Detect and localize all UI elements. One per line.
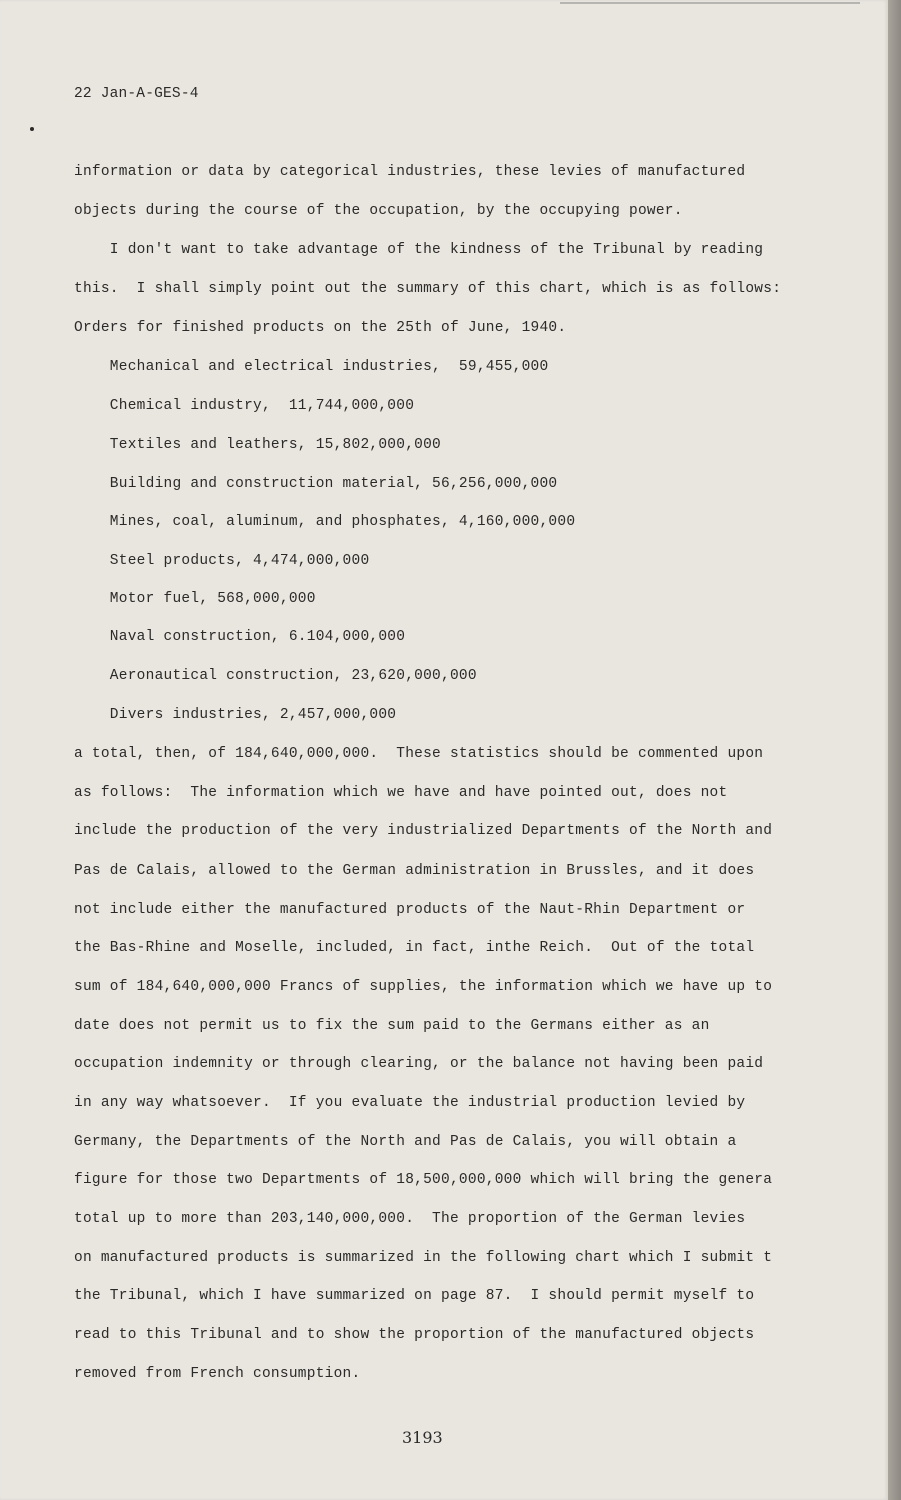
margin-mark [30,127,34,131]
list-item: Steel products, 4,474,000,000 [74,553,370,569]
text-line: the Tribunal, which I have summarized on page 87. I should permit myself to [74,1288,755,1304]
text-line: Pas de Calais, allowed to the German administration in Brussles, and it does [74,863,755,879]
text-line: information or data by categorical industries, these levies of manufactured [74,164,746,180]
text-line: the Bas-Rhine and Moselle, included, in fact, inthe Reich. Out of the total [74,940,755,956]
list-item: Mechanical and electrical industries, 59,455,000 [74,359,549,375]
text-line: Germany, the Departments of the North and Pas de Calais, you will obtain a [74,1134,737,1150]
document-header: 22 Jan-A-GES-4 [74,86,199,102]
list-item: Motor fuel, 568,000,000 [74,591,316,607]
text-line: as follows: The information which we have and have pointed out, does not [74,785,728,801]
list-item: Building and construction material, 56,256,000,000 [74,476,558,492]
text-line: total up to more than 203,140,000,000. The proportion of the German levies [74,1211,746,1227]
text-line: in any way whatsoever. If you evaluate the industrial production levied by [74,1095,746,1111]
page-number: 3193 [402,1428,443,1447]
text-line: a total, then, of 184,640,000,000. These statistics should be commented upon [74,746,764,762]
text-line: read to this Tribunal and to show the proportion of the manufactured objects [74,1327,755,1343]
list-item: Aeronautical construction, 23,620,000,000 [74,668,477,684]
text-line: date does not permit us to fix the sum paid to the Germans either as an [74,1018,710,1034]
list-item: Naval construction, 6.104,000,000 [74,629,406,645]
text-line: on manufactured products is summarized in the following chart which I submit t [74,1250,773,1266]
text-line: sum of 184,640,000,000 Francs of supplies, the information which we have up to [74,979,773,995]
text-line: figure for those two Departments of 18,500,000,000 which will bring the genera [74,1172,773,1188]
list-item: Chemical industry, 11,744,000,000 [74,398,415,414]
text-line: removed from French consumption. [74,1366,361,1382]
text-line: not include either the manufactured products of the Naut-Rhin Department or [74,902,746,918]
text-line: this. I shall simply point out the summary of this chart, which is as follows: [74,281,782,297]
text-line: Orders for finished products on the 25th of June, 1940. [74,320,567,336]
text-line: include the production of the very industrialized Departments of the North and [74,823,773,839]
text-line: occupation indemnity or through clearing, or the balance not having been paid [74,1056,764,1072]
text-line: I don't want to take advantage of the kindness of the Tribunal by reading [74,242,764,258]
list-item: Divers industries, 2,457,000,000 [74,707,397,723]
list-item: Textiles and leathers, 15,802,000,000 [74,437,442,453]
scan-mark [560,2,860,4]
list-item: Mines, coal, aluminum, and phosphates, 4,160,000,000 [74,514,576,530]
page-edge [888,0,901,1500]
text-line: objects during the course of the occupation, by the occupying power. [74,203,683,219]
